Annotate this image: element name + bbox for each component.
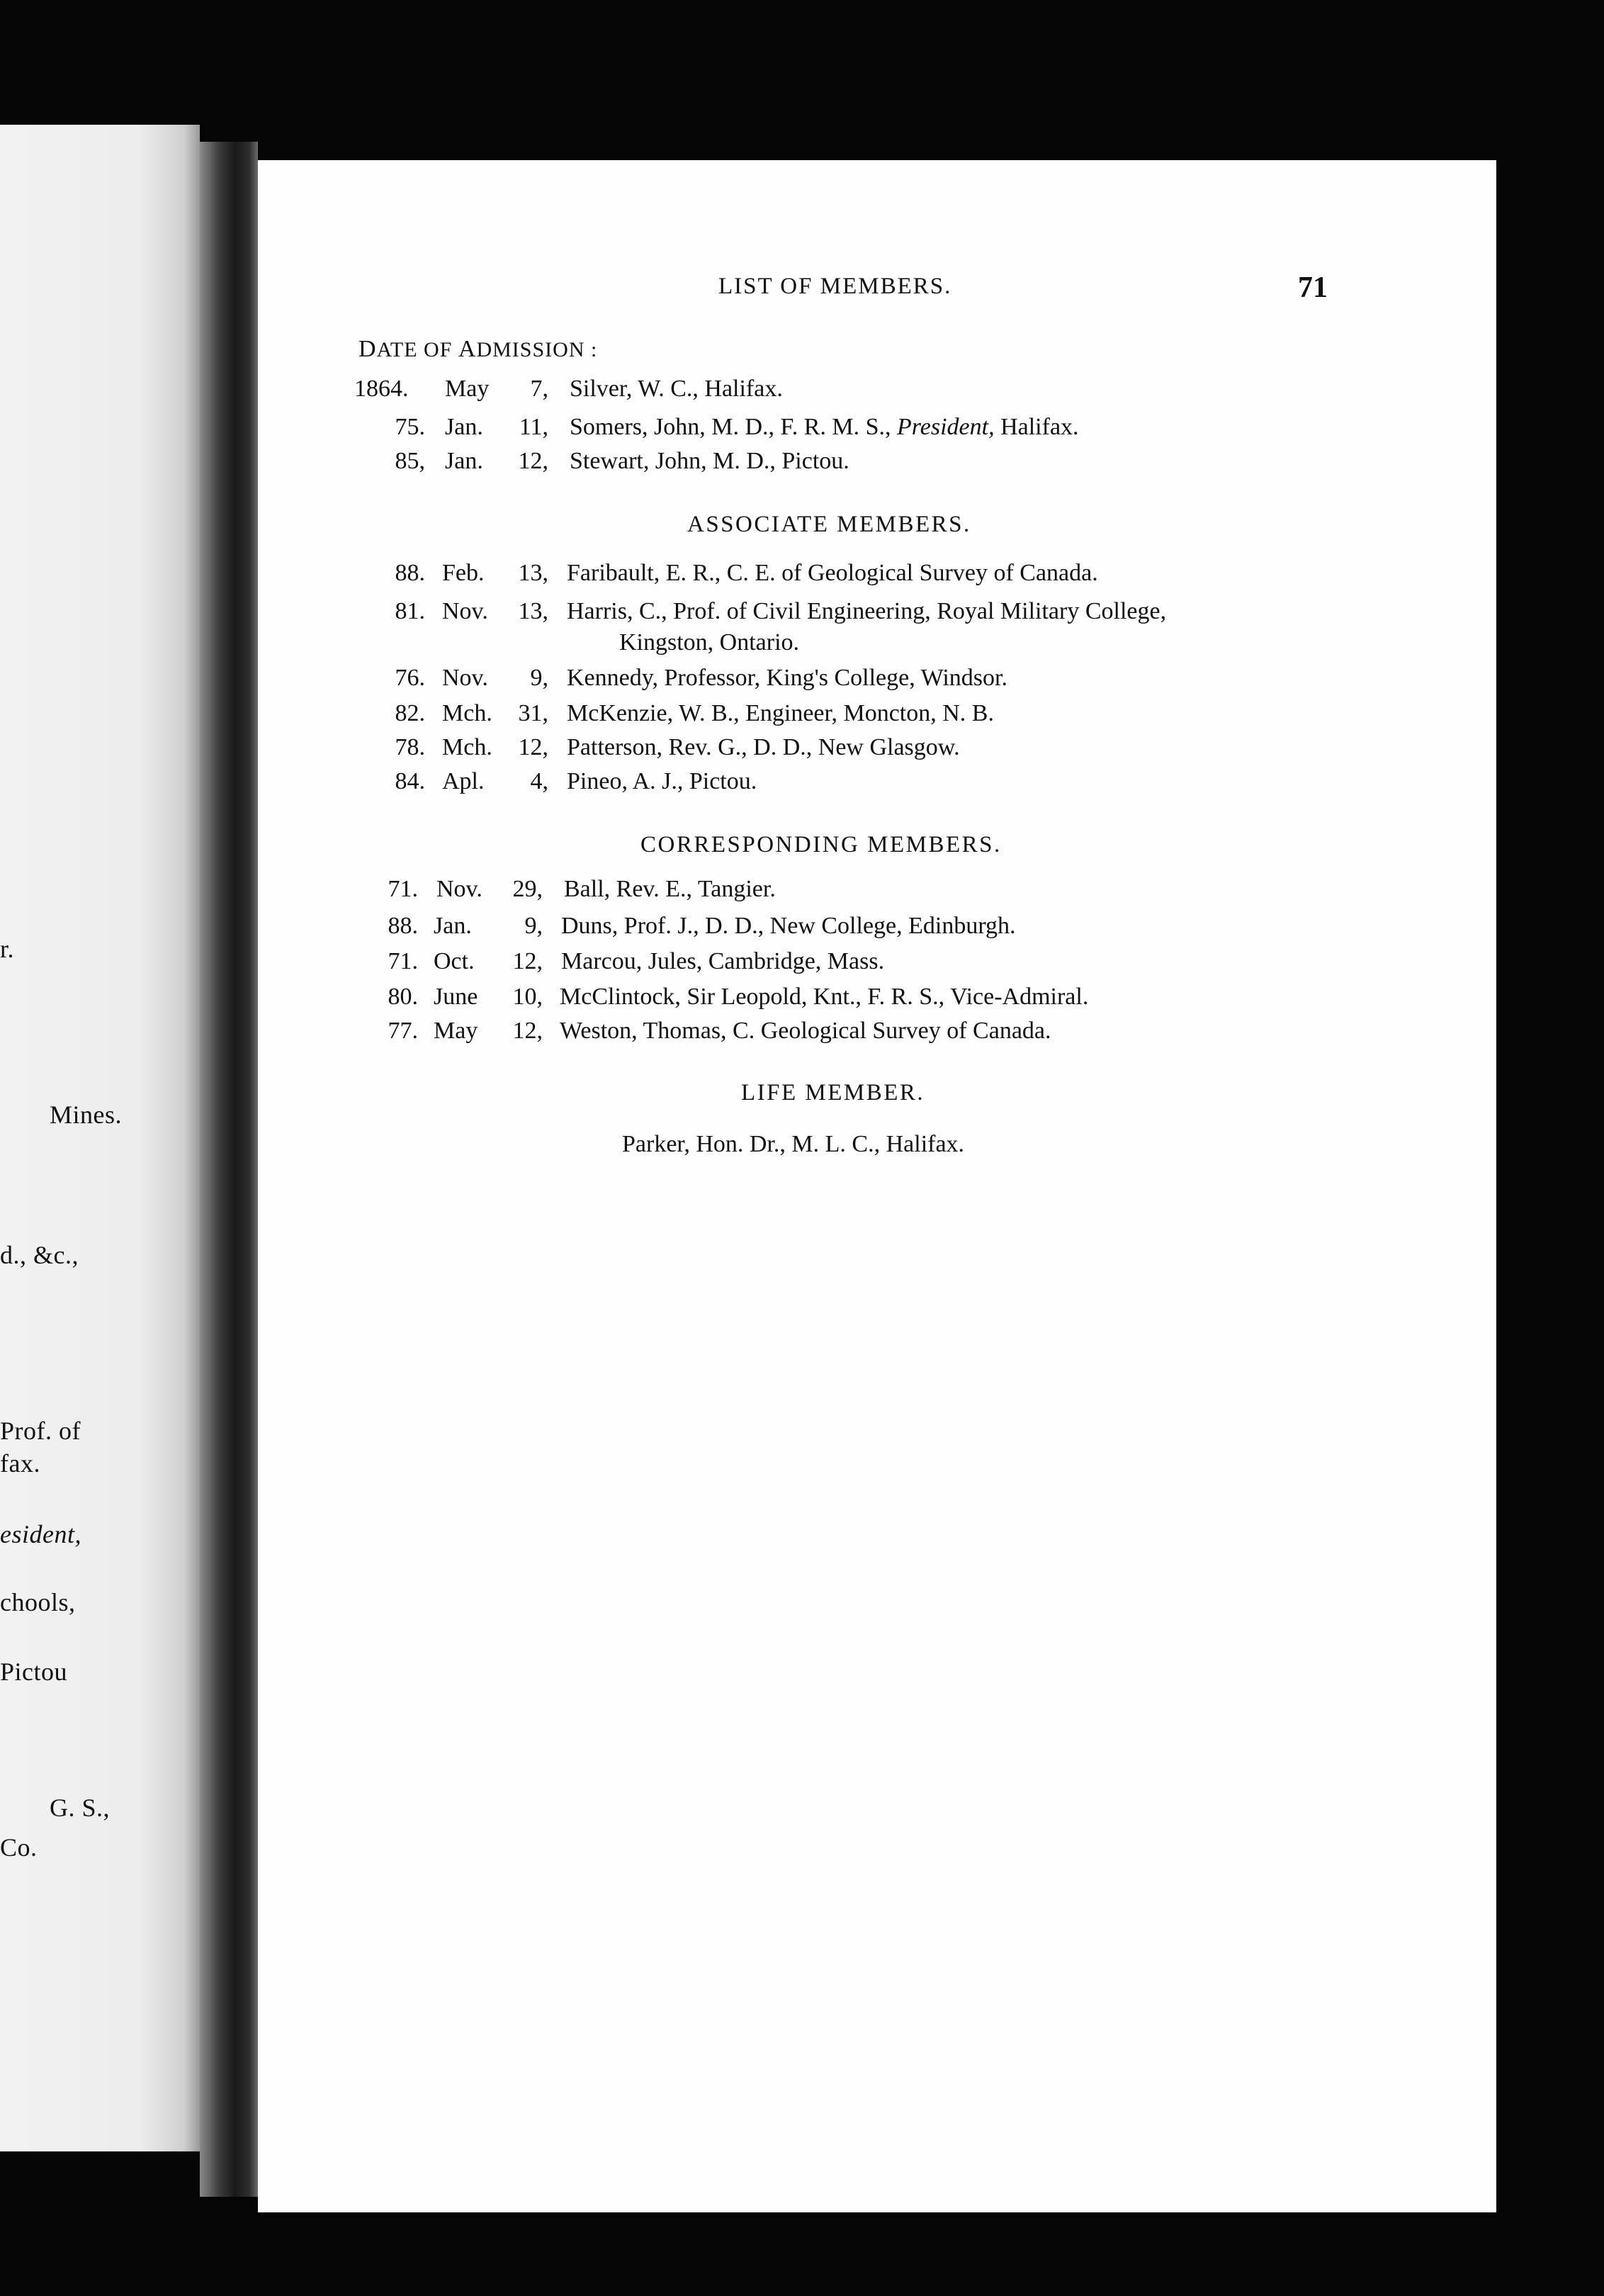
associate-member-continuation: Kingston, Ontario.: [619, 629, 800, 655]
book-gutter: [200, 142, 258, 2197]
life-member-entry: Parker, Hon. Dr., M. L. C., Halifax.: [622, 1131, 965, 1157]
left-fragment: d., &c.,: [0, 1241, 79, 1269]
left-fragment: r.: [0, 935, 15, 963]
associate-members-heading: ASSOCIATE MEMBERS.: [687, 512, 971, 537]
left-fragment: fax.: [0, 1449, 40, 1478]
corresponding-members-heading: CORRESPONDING MEMBERS.: [640, 832, 1002, 857]
left-fragment: G. S.,: [50, 1794, 111, 1822]
page-number: 71: [1298, 271, 1328, 304]
left-fragment: Pictou: [0, 1658, 68, 1686]
running-head: LIST OF MEMBERS.: [718, 274, 952, 299]
page: [258, 160, 1496, 2212]
life-member-heading: LIFE MEMBER.: [741, 1080, 925, 1105]
date-of-admission-heading: DATE OF ADMISSION :: [358, 336, 598, 362]
left-fragment: Prof. of: [0, 1417, 81, 1445]
left-fragment: esident,: [0, 1520, 81, 1548]
left-fragment: Mines.: [50, 1101, 122, 1129]
left-fragment: Co.: [0, 1833, 38, 1862]
left-fragment: chools,: [0, 1588, 76, 1616]
